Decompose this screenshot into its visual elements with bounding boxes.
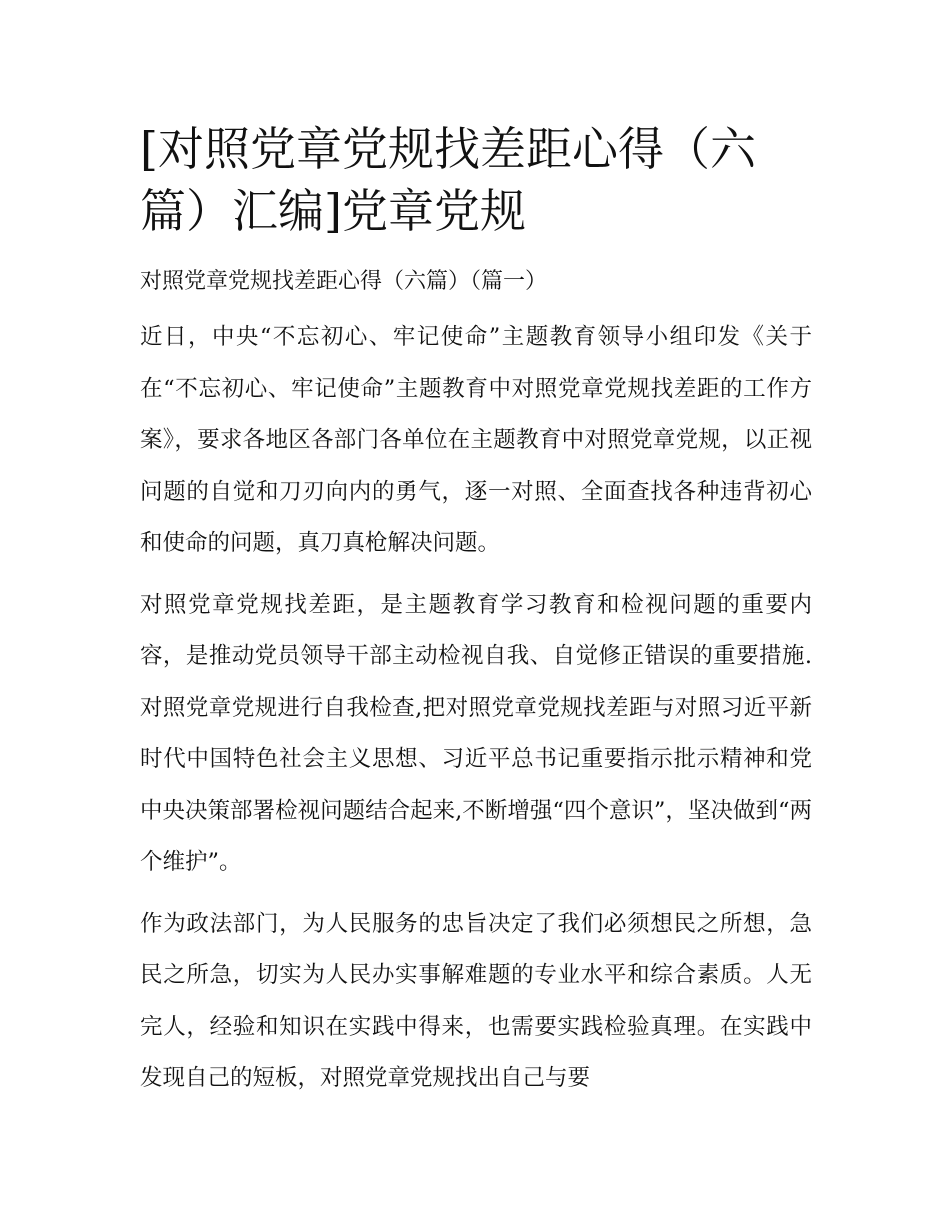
paragraph-2: 对照党章党规找差距，是主题教育学习教育和检视问题的重要内容，是推动党员领导干部主动检视自我、自觉修正错误的重要措施.对照党章党规进行自我检查,把对照党章党规找差距与对照习近平新时代中国特色社会主义思想、习近平总书记重要指示批示精神和党中央决策部署检视问题结合起来,不断增强“四个意识”，坚决做到“两个维护”。 (140, 591, 812, 875)
paragraph-3: 作为政法部门，为人民服务的忠旨决定了我们必须想民之所想，急民之所急，切实为人民办实事解难题的专业水平和综合素质。人无完人，经验和知识在实践中得来，也需要实践检验真理。在实践中发现自己的短板，对照党章党规找出自己与要 (140, 910, 812, 1091)
paragraph-1: 近日，中央“不忘初心、牢记使命”主题教育领导小组印发《关于在“不忘初心、牢记使命”主题教育中对照党章党规找差距的工作方案》，要求各地区各部门各单位在主题教育中对照党章党规，以正视问题的自觉和刀刃向内的勇气，逐一对照、全面查找各种违背初心和使命的问题，真刀真枪解决问题。 (140, 324, 812, 556)
document-subtitle: 对照党章党规找差距心得（六篇）（篇一） (140, 269, 548, 294)
document-body (140, 118, 812, 1105)
document-title: [对照党章党规找差距心得（六篇）汇编]党章党规 (140, 122, 756, 238)
